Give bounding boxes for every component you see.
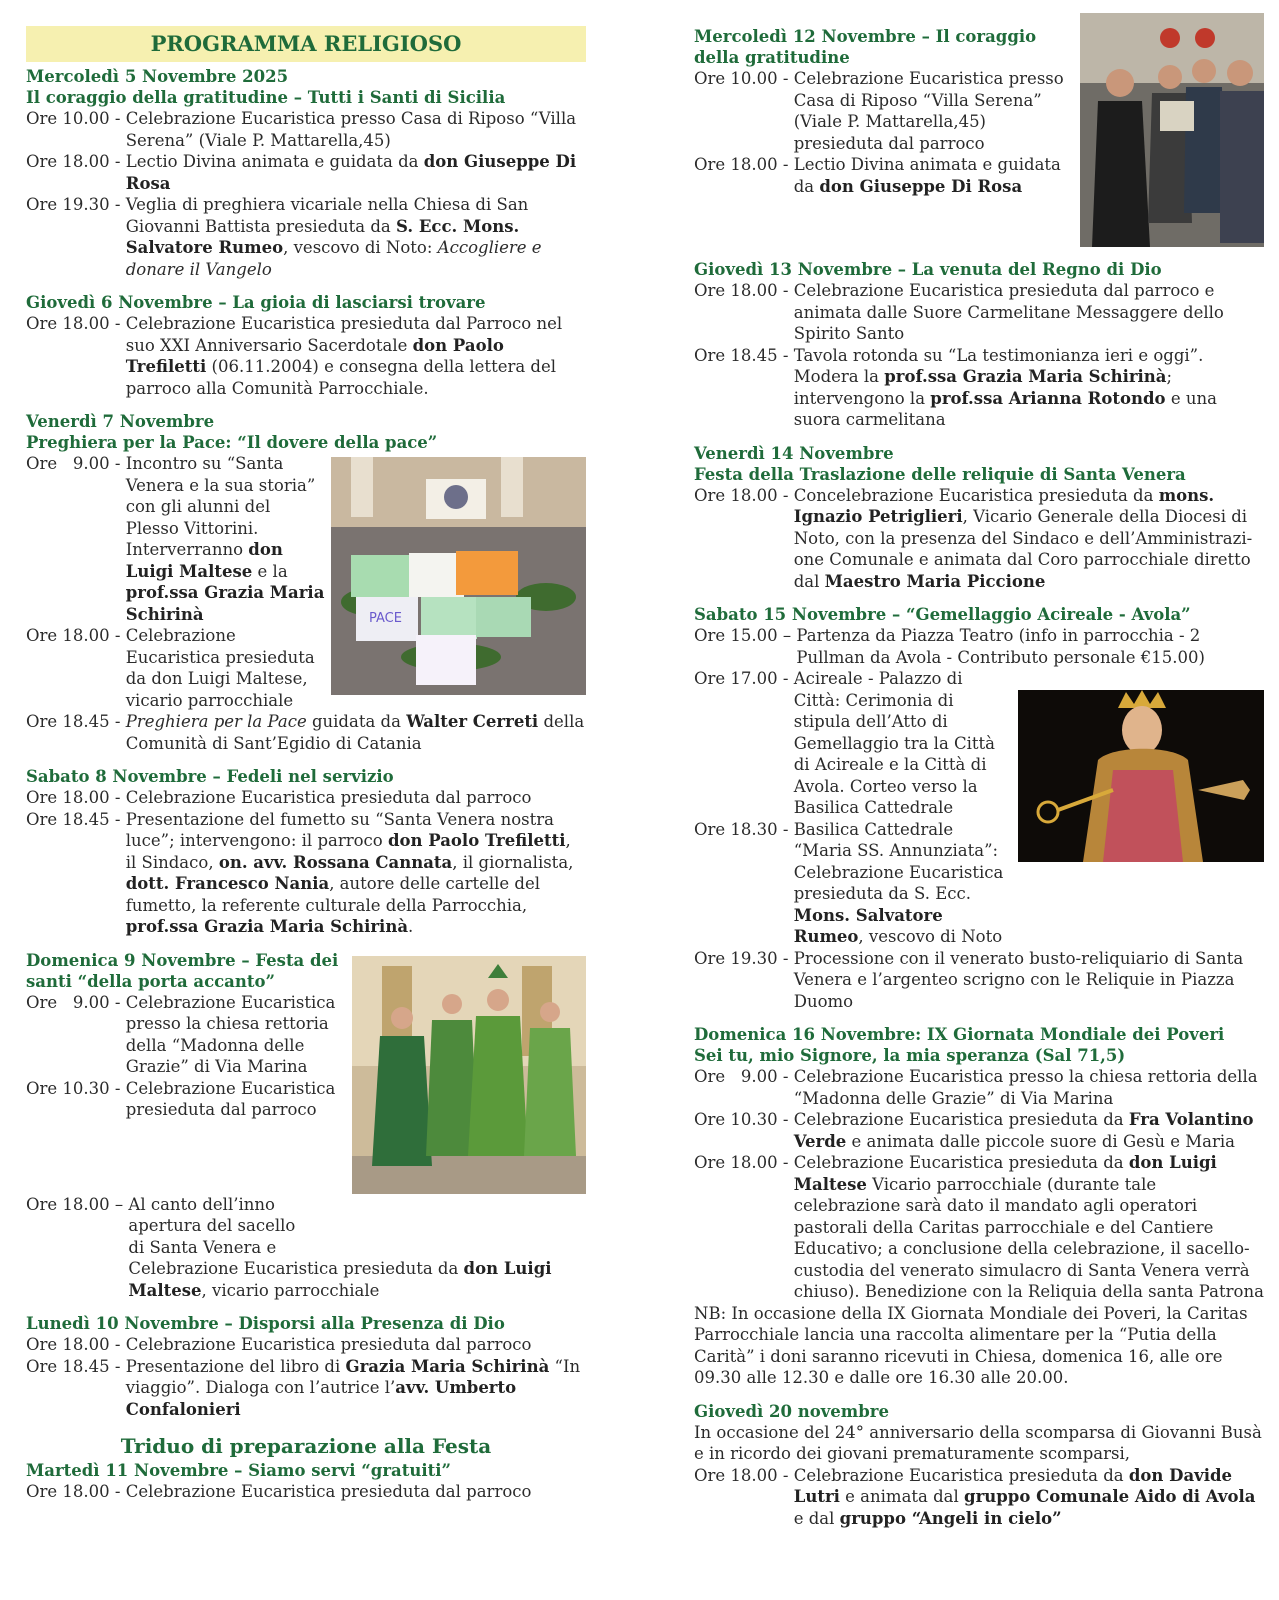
day-subtitle: Preghiera per la Pace: “Il dovere della pace”	[26, 433, 438, 452]
event-desc: Celebrazione Eucaristica presieduta dal parroco	[125, 1078, 336, 1119]
event-desc: Celebrazione Eucaristica presso la chiesa rettoria della “Madonna delle Grazie” di Via Marina	[125, 992, 336, 1076]
event-desc: Incontro su “Santa Venera e la sua storia” con gli alunni del Plesso Vittorini. Interverranno don Luigi Maltese e la prof.ssa Grazia Maria Schirinà	[125, 454, 325, 624]
event-desc: Celebrazione Eucaristica presso Casa di Riposo “Villa Serena” (Viale P. Mattarella,45) presieduta dal parroco	[793, 69, 1064, 153]
day-nov-7	[26, 411, 586, 754]
event-time: Ore 18.00 -	[26, 152, 121, 171]
group-photo	[1080, 13, 1264, 247]
event-row	[694, 625, 1264, 668]
day-nov-8	[26, 766, 586, 938]
peace-word: PACE	[369, 611, 402, 626]
event-row	[26, 992, 344, 1078]
event-time: Ore 10.30 -	[694, 1110, 789, 1129]
day-subtitle: Sei tu, mio Signore, la mia speranza (Sal 71,5)	[694, 1046, 1126, 1065]
event-desc: Celebrazione Eucaristica presso la chiesa rettoria della “Madonna delle Grazie” di Via Marina	[793, 1067, 1258, 1108]
event-row	[26, 1078, 344, 1121]
event-row	[694, 485, 1264, 593]
event-row	[26, 1334, 586, 1356]
day-title: Mercoledì 5 Novembre 2025	[26, 67, 289, 86]
event-desc: Celebrazione Eucaristica presieduta da don Luigi Maltese, vicario parrocchiale	[125, 626, 315, 710]
event-desc: Basilica Cattedrale “Maria SS. Annunziata”: Celebrazione Eucaristica presieduta da S. Ecc. Mons. Salvatore Rumeo, vescovo di Noto	[793, 819, 1004, 946]
day-title: Sabato 15 Novembre – “Gemellaggio Acireale - Avola”	[694, 605, 1191, 624]
event-row	[694, 280, 1264, 345]
event-time: Ore 18.00 -	[694, 1153, 789, 1172]
event-row	[694, 68, 1068, 154]
event-row	[26, 313, 586, 399]
event-desc: Celebrazione Eucaristica presieduta da don Luigi Maltese Vicario parrocchiale (durante tale celebrazione sarà dato il mandato agli operatori pastorali della Caritas parrocchiale e del Cantiere Educativo; a conclusione della celebrazione, il sacello-custodia del venerato simulacro di Santa Venera verrà chiuso). Benedizione con la Reliquia della santa Patrona	[793, 1153, 1264, 1301]
day-title: Giovedì 20 novembre	[694, 1401, 889, 1421]
event-desc: Presentazione del libro di Grazia Maria Schirinà “In viaggio”. Dialoga con l’autrice l’avv. Umberto Confalonieri	[125, 1356, 581, 1419]
event-time: Ore 18.00 -	[26, 1335, 121, 1354]
event-row	[26, 787, 586, 809]
day-title: Giovedì 13 Novembre – La venuta del Regno di Dio	[694, 260, 1162, 279]
day-nov-10	[26, 1313, 586, 1420]
event-row	[26, 108, 586, 151]
event-time: Ore 19.30 -	[26, 195, 121, 214]
day-nov-5	[26, 66, 586, 280]
event-time: Ore 19.30 -	[694, 948, 789, 968]
event-desc: Presentazione del fumetto su “Santa Venera nostra luce”; intervengono: il parroco don Paolo Trefiletti, il Sindaco, on. avv. Rossana Cannata, il giornalista, dott. Francesco Nania, autore delle cartelle del fumetto, la referente culturale della Parrocchia, prof.ssa Grazia Maria Schirinà.	[125, 809, 574, 936]
event-row	[26, 1481, 586, 1503]
day-title: Mercoledì 12 Novembre – Il coraggio	[694, 27, 1037, 46]
day-nov-15	[694, 604, 1264, 1012]
right-column	[694, 10, 1264, 1541]
event-row	[694, 345, 1264, 431]
day-subtitle: Il coraggio della gratitudine – Tutti i Santi di Sicilia	[26, 88, 506, 107]
event-time: Ore 18.00 -	[26, 314, 121, 333]
event-time: Ore 18.00 -	[694, 281, 789, 300]
day-subtitle: Festa della Traslazione delle reliquie di Santa Venera	[694, 464, 1186, 484]
nb-note: NB: In occasione della IX Giornata Mondiale dei Poveri, la Caritas Parrocchiale lancia una raccolta alimentare per la “Putia della Carità” i doni saranno ricevuti in Chiesa, domenica 16, alle ore 09.30 alle 12.30 e dalle ore 16.30 alle 20.00.	[694, 1303, 1248, 1387]
day-nov-14	[694, 443, 1264, 593]
day-intro: In occasione del 24° anniversario della scomparsa di Giovanni Busà e in ricordo dei giovani prematuramente scomparsi,	[694, 1422, 1262, 1463]
program-banner: PROGRAMMA RELIGIOSO	[26, 26, 586, 62]
event-time: Ore 18.00 –	[26, 1194, 124, 1214]
day-title: Giovedì 6 Novembre – La gioia di lasciarsi trovare	[26, 293, 486, 312]
day-subtitle: santi “della porta accanto”	[26, 971, 275, 991]
event-time: Ore 9.00 -	[694, 1067, 789, 1086]
event-time: Ore 10.30 -	[26, 1078, 121, 1098]
event-time: Ore 18.45 -	[26, 809, 121, 829]
event-row	[694, 819, 1014, 948]
day-nov-11	[26, 1460, 586, 1503]
event-time: Ore 18.45 -	[26, 712, 121, 731]
event-desc: Lectio Divina animata e guidata da don Giuseppe Di Rosa	[793, 155, 1061, 196]
left-column	[26, 10, 586, 1515]
day-nov-13	[694, 259, 1264, 431]
event-desc: Celebrazione Eucaristica presieduta da don Davide Lutri e animata dal gruppo Comunale Aido di Avola e dal gruppo “Angeli in cielo”	[793, 1465, 1256, 1528]
event-desc: Celebrazione Eucaristica presieduta da Fra Volantino Verde e animata dalle piccole suore di Gesù e Maria	[793, 1110, 1254, 1151]
event-row	[26, 711, 586, 754]
event-desc: Acireale - Palazzo di Città: Cerimonia di stipula dell’Atto di Gemellaggio tra la Città di Acireale e la Città di Avola. Corteo verso la Basilica Cattedrale	[793, 669, 996, 817]
event-time: Ore 17.00 -	[694, 669, 789, 688]
event-desc: Celebrazione Eucaristica presieduta dal parroco	[125, 1482, 532, 1501]
day-nov-20	[694, 1401, 1264, 1530]
event-time: Ore 18.00 -	[26, 626, 121, 645]
day-subtitle: della gratitudine	[694, 48, 850, 67]
day-title: Sabato 8 Novembre – Fedeli nel servizio	[26, 767, 394, 786]
santa-venera-statue-photo	[1018, 690, 1264, 862]
event-row	[26, 625, 325, 711]
event-desc: Celebrazione Eucaristica presieduta dal Parroco nel suo XXI Anniversario Sacerdotale don Paolo Trefiletti (06.11.2004) e consegna della lettera del parroco alla Comunità Parrocchiale.	[125, 314, 563, 398]
event-row	[26, 1194, 586, 1302]
event-time: Ore 18.45 -	[26, 1356, 121, 1376]
event-row	[26, 151, 586, 194]
event-row	[26, 453, 325, 625]
day-title: Domenica 9 Novembre – Festa dei	[26, 950, 339, 970]
event-row	[694, 948, 1264, 1013]
day-title: Venerdì 7 Novembre	[26, 412, 215, 431]
event-row	[694, 1066, 1264, 1109]
day-title: Venerdì 14 Novembre	[694, 443, 894, 463]
event-desc: Celebrazione Eucaristica presieduta dal parroco e animata dalle Suore Carmelitane Messaggere dello Spirito Santo	[793, 281, 1224, 343]
event-desc: Partenza da Piazza Teatro (info in parrocchia - 2 Pullman da Avola - Contributo personale €15.00)	[796, 626, 1205, 667]
day-nov-16	[694, 1024, 1264, 1389]
peace-shirts-photo	[331, 457, 586, 695]
event-desc: Concelebrazione Eucaristica presieduta da mons. Ignazio Petriglieri, Vicario Generale della Diocesi di Noto, con la presenza del Sindaco e dell’Amministrazi-one Comunale e animata dal Coro parrocchiale diretto dal Maestro Maria Piccione	[793, 485, 1253, 591]
event-time: Ore 18.00 -	[694, 1465, 789, 1485]
event-time: Ore 10.00 -	[694, 69, 789, 88]
triduo-heading: Triduo di preparazione alla Festa	[120, 1434, 492, 1458]
event-desc: Celebrazione Eucaristica presieduta dal parroco	[125, 1335, 532, 1354]
day-title: Domenica 16 Novembre: IX Giornata Mondiale dei Poveri	[694, 1025, 1225, 1044]
event-row	[694, 668, 1014, 819]
event-desc: Al canto dell’inno apertura del sacello di Santa Venera e Celebrazione Eucaristica presieduta da don Luigi Maltese, vicario parrocchiale	[128, 1194, 552, 1300]
day-nov-6	[26, 292, 586, 399]
event-row	[26, 194, 586, 280]
event-row	[694, 1109, 1264, 1152]
event-time: Ore 15.00 –	[694, 626, 792, 645]
day-title: Lunedì 10 Novembre – Disporsi alla Presenza di Dio	[26, 1314, 505, 1333]
event-row	[26, 1356, 586, 1421]
event-desc: Celebrazione Eucaristica presieduta dal parroco	[125, 788, 532, 807]
event-time: Ore 10.00 -	[26, 109, 121, 128]
event-time: Ore 18.30 -	[694, 819, 789, 839]
event-row	[26, 809, 586, 938]
event-time: Ore 18.00 -	[26, 1482, 121, 1501]
event-desc: Lectio Divina animata e guidata da don Giuseppe Di Rosa	[125, 152, 577, 193]
event-row	[694, 1465, 1264, 1530]
event-row	[694, 154, 1068, 197]
event-time: Ore 18.00 -	[694, 155, 789, 174]
event-time: Ore 18.00 -	[26, 788, 121, 807]
day-nov-12	[694, 26, 1264, 247]
event-desc: Tavola rotonda su “La testimonianza ieri e oggi”. Modera la prof.ssa Grazia Maria Schirinà; intervengono la prof.ssa Arianna Rotondo e una suora carmelitana	[793, 345, 1217, 429]
event-desc: Preghiera per la Pace guidata da Walter Cerreti della Comunità di Sant’Egidio di Catania	[125, 712, 585, 753]
day-nov-9	[26, 950, 586, 1302]
event-time: Ore 18.45 -	[694, 345, 789, 365]
event-time: Ore 9.00 -	[26, 454, 121, 473]
event-time: Ore 9.00 -	[26, 992, 121, 1012]
event-time: Ore 18.00 -	[694, 485, 789, 505]
event-desc: Veglia di preghiera vicariale nella Chiesa di San Giovanni Battista presieduta da S. Ecc. Mons. Salvatore Rumeo, vescovo di Noto: Accogliere e donare il Vangelo	[125, 195, 542, 279]
clergy-photo	[352, 956, 586, 1194]
event-row	[694, 1152, 1264, 1303]
event-desc: Celebrazione Eucaristica presso Casa di Riposo “Villa Serena” (Viale P. Mattarella,45)	[125, 109, 577, 150]
event-desc: Processione con il venerato busto-reliquiario di Santa Venera e l’argenteo scrigno con le Reliquie in Piazza Duomo	[793, 948, 1244, 1011]
day-title: Martedì 11 Novembre – Siamo servi “gratuiti”	[26, 1461, 451, 1480]
